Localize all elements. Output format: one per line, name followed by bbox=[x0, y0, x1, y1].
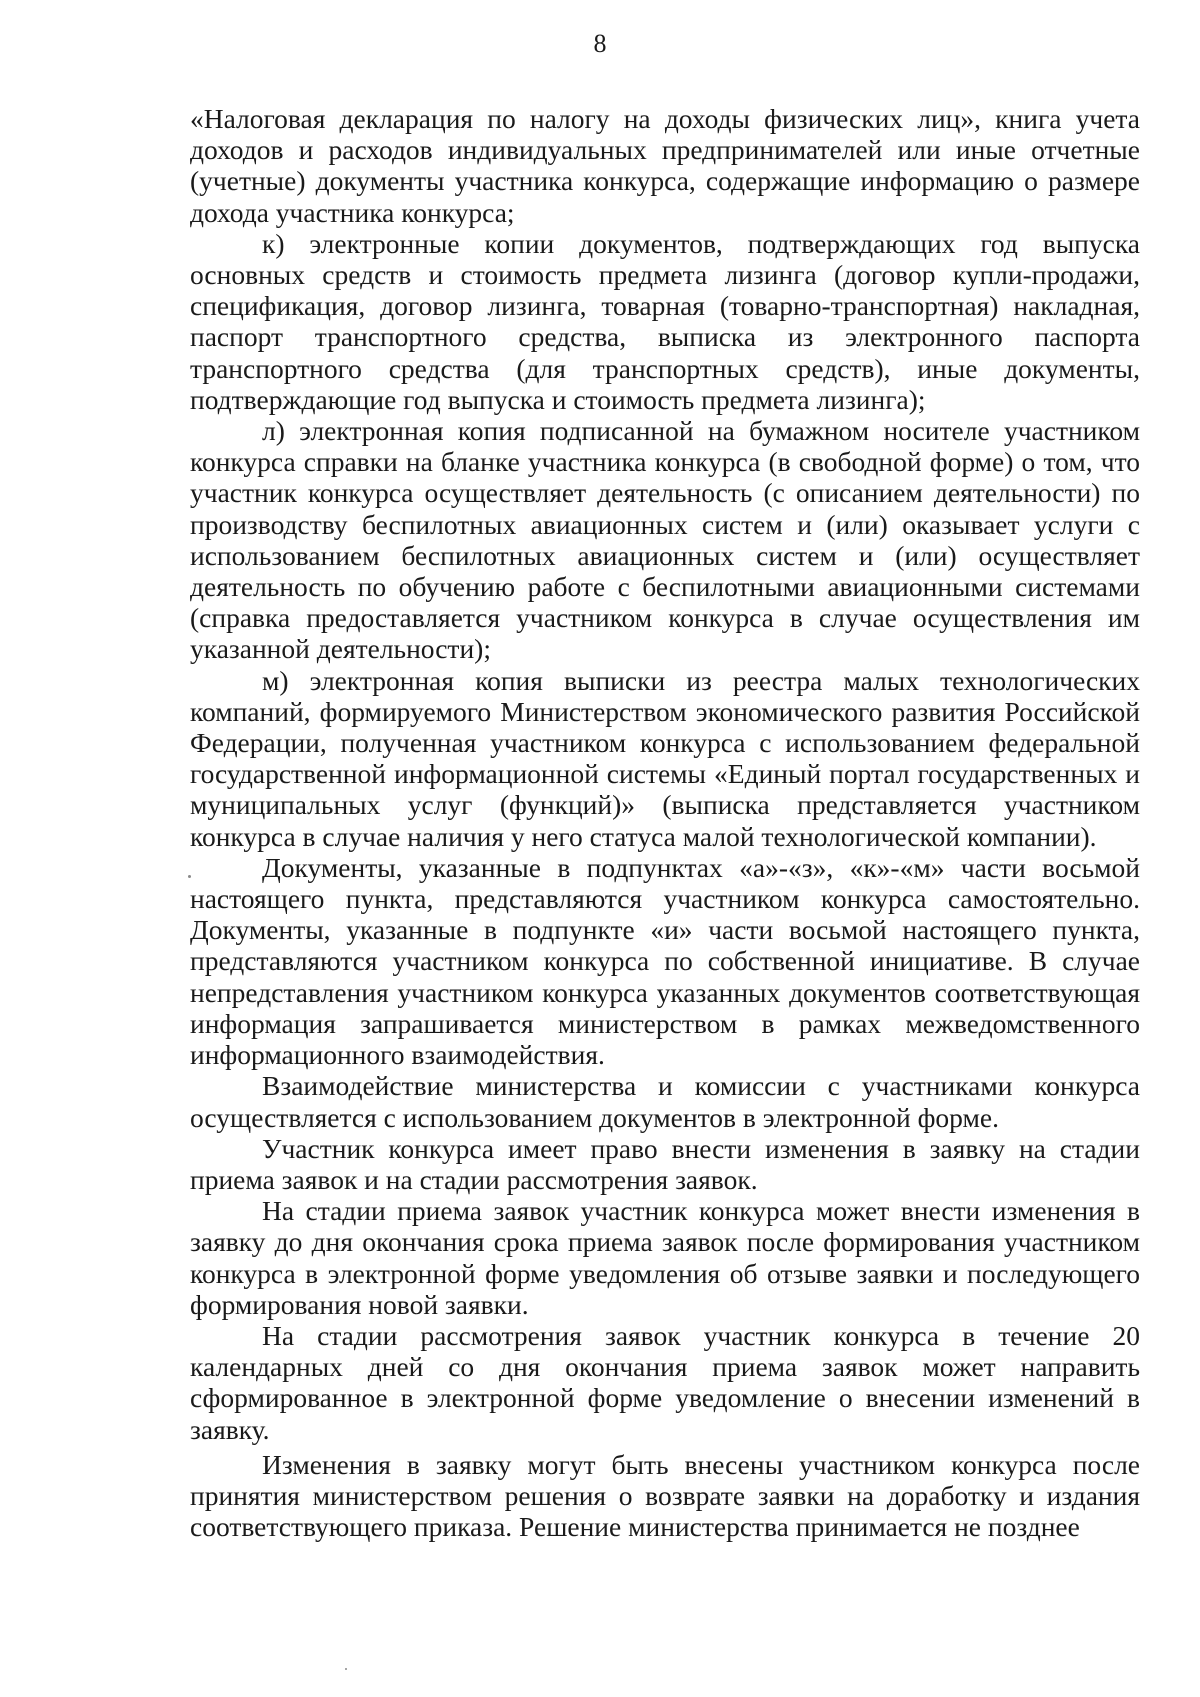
paragraph-right-to-change: Участник конкурса имеет право внести изменения в заявку на стадии приема заявок и на стадии рассмотрения заявок. bbox=[190, 1132, 1140, 1195]
scan-speck bbox=[188, 875, 191, 878]
paragraph-item-l: л) электронная копия подписанной на бумажном носителе участником конкурса справки на бланке участника конкурса (в свободной форме) о том, что участник конкурса осуществляет деятельность (с описанием деятельности) по производству беспилотных авиационных систем и (или) оказывает услуги с использованием беспилотных авиационных систем и (или) осуществляет деятельность по обучению работе с беспилотными авиационными системами (справка предоставляется участником конкурса в случае осуществления им указанной деятельности); bbox=[190, 415, 1140, 665]
paragraph-change-at-acceptance: На стадии приема заявок участник конкурса может внести изменения в заявку до дня окончания срока приема заявок после формирования участником конкурса в электронной форме уведомления об отзыве заявки и последующего формирования новой заявки. bbox=[190, 1195, 1140, 1320]
scan-speck bbox=[345, 1668, 347, 1670]
paragraph-electronic-interaction: Взаимодействие министерства и комиссии с участниками конкурса осуществляется с использованием документов в электронной форме. bbox=[190, 1070, 1140, 1133]
paragraph-income-declaration: «Налоговая декларация по налогу на доходы физических лиц», книга учета доходов и расходов индивидуальных предпринимателей или иные отчетные (учетные) документы участника конкурса, содержащие информацию о размере дохода участника конкурса; bbox=[190, 103, 1140, 228]
paragraph-change-after-return: Изменения в заявку могут быть внесены участником конкурса после принятия министерством решения о возврате заявки на доработку и издания соответствующего приказа. Решение министерства принимается не позднее bbox=[190, 1448, 1140, 1543]
page-number: 8 bbox=[593, 29, 607, 58]
paragraph-documents-submission: Документы, указанные в подпунктах «а»-«з», «к»-«м» части восьмой настоящего пункта, представляются участником конкурса самостоятельно. Документы, указанные в подпункте «и» части восьмой настоящего пункта, представляются участником конкурса по собственной инициативе. В случае непредставления участником конкурса указанных документов соответствующая информация запрашивается министерством в рамках межведомственного информационного взаимодействия. bbox=[190, 851, 1140, 1071]
paragraph-change-at-review: На стадии рассмотрения заявок участник конкурса в течение 20 календарных дней со дня окончания приема заявок может направить сформированное в электронной форме уведомление о внесении изменений в заявку. bbox=[190, 1319, 1140, 1445]
paragraph-item-m: м) электронная копия выписки из реестра малых технологических компаний, формируемого Министерством экономического развития Российской Федерации, полученная участником конкурса с использованием федеральной государственной информационной системы «Единый портал государственных и муниципальных услуг (функций)» (выписка представляется участником конкурса в случае наличия у него статуса малой технологической компании). bbox=[190, 664, 1140, 852]
paragraph-item-k: к) электронные копии документов, подтверждающих год выпуска основных средств и стоимость предмета лизинга (договор купли-продажи, спецификация, договор лизинга, товарная (товарно-транспортная) накладная, паспорт транспортного средства, выписка из электронного паспорта транспортного средства (для транспортных средств), иные документы, подтверждающие год выпуска и стоимость предмета лизинга); bbox=[190, 227, 1140, 415]
document-body bbox=[190, 103, 1140, 1542]
